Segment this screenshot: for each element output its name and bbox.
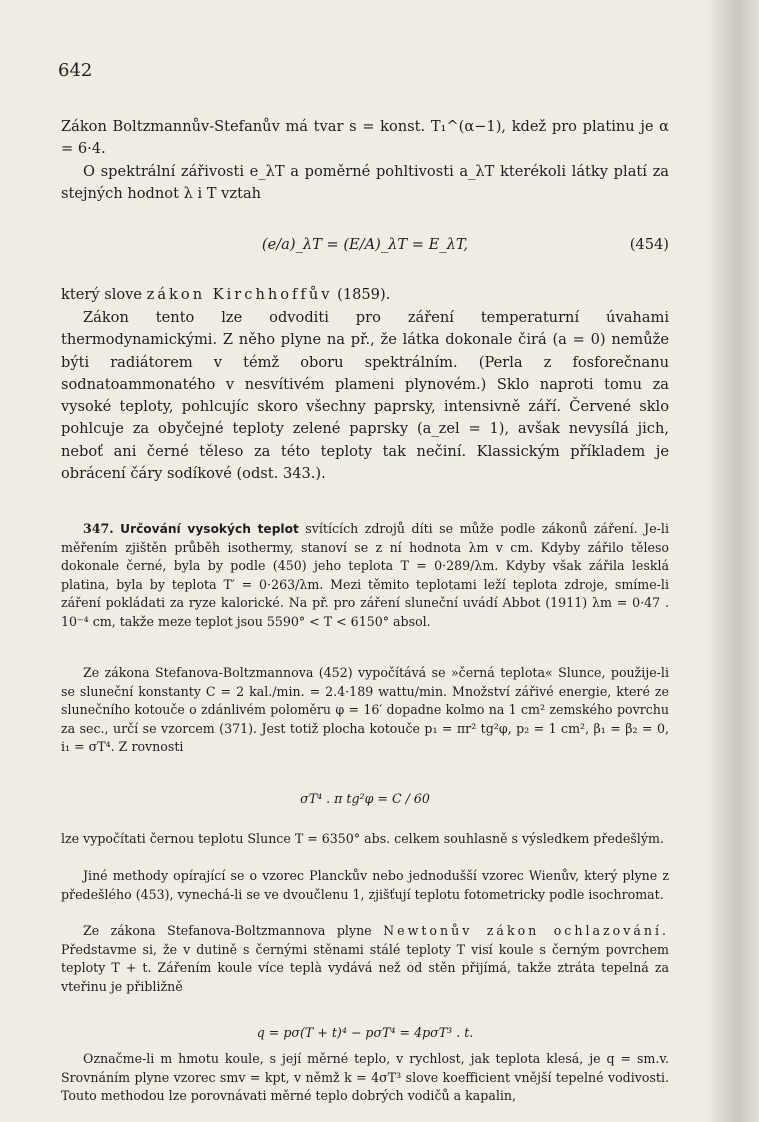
kirchhoff-prefix: který slove — [61, 286, 143, 303]
section-number: 347. — [83, 521, 114, 536]
section-body: svítících zdrojů díti se může podle zákonů záření. Je-li měřením zjištěn průběh isothermy, stanoví se z ní hodnota λm v cm. Kdyby zářilo těleso dokonale černé, byla by podle (450) jeho teplota T = 0·289/λm. Kdyby však zářila lesklá platina, byla by teplota T′ = 0·263/λm. Mezi těmito teplotami leží teplota zdroje, smíme-li záření pokládati za ryze kalorické. Na př. pro záření sluneční uvádí Abbot (1911) λm = 0·47 . 10⁻⁴ cm, takže meze teplot jsou 5590° < T < 6150° absol. — [61, 521, 669, 629]
final-paragraph: Označme-li m hmotu koule, s její měrné teplo, v rychlost, jak teplota klesá, je q = sm.v. Srovnáním plyne vzorec smv = kpt, v němž k = 4σT³ slove koefficient vnější tepelné vodivosti. Touto methodou lze porovnávati měrné teplo dobrých vodičů a kapalin, — [61, 1051, 669, 1104]
equation-newton: q = pσ(T + t)⁴ − pσT⁴ = 4pσT³ . t. — [256, 1025, 474, 1040]
section-title: Určování vysokých teplot — [120, 522, 299, 536]
newton-law: Newtonův zákon ochlazování. — [383, 923, 669, 938]
thermodynamics-paragraph: Zákon tento lze odvoditi pro záření temperaturní úvahami thermodynamickými. Z něho plyne na př., že látka dokonale čirá (a = 0) nemůže býti radiátorem v témž oboru spektrálním. (Perla z fosforečnanu sodnatoammonatého v nesvítivém plameni plynovém.) Sklo naproti tomu za vysoké teploty, pohlcujíc skoro všechny paprsky, intensivně září. Červené sklo pohlcuje za obyčejné teploty zelené paprsky (a_zel = 1), avšak nevysílá jich, neboť ani černé těleso za této teploty tak nečiní. Klassickým příkladem je obrácení čáry sodíkové (odst. 343.). — [61, 309, 669, 483]
intro-line-2: O spektrální zářivosti e_λT a poměrné pohltivosti a_λT kterékoli látky platí za stejných hodnot λ i T vztah — [61, 163, 669, 203]
stefan-paragraph: Ze zákona Stefanova-Boltzmannova (452) vypočítává se »černá teplota« Slunce, použije-li se sluneční konstanty C = 2 kal./min. = 2.4·189 wattu/min. Množství zářivé energie, které ze slunečního kotouče o zdánlivém poloměru φ = 16′ dopadne kolmo na 1 cm² zemského povrchu za sec., určí se vzorcem (371). Jest totiž plocha kotouče p₁ = πr² tg²φ, p₂ = 1 cm², β₁ = β₂ = 0, i₁ = σT⁴. Z rovnosti — [61, 665, 669, 755]
section-347-paragraph — [61, 520, 669, 632]
intro-line-1: Zákon Boltzmannův-Stefanův má tvar s = konst. T₁^(α−1), kdež pro platinu je α = 6·4. — [61, 118, 669, 158]
kirchhoff-year: (1859). — [337, 286, 391, 303]
equation-454-number: (454) — [629, 236, 669, 253]
newton-paragraph — [61, 922, 669, 996]
equation-454 — [61, 234, 669, 256]
equation-454-body: (e/a)_λT = (E/A)_λT = E_λT, — [261, 236, 469, 253]
other-methods-paragraph: Jiné methody opírající se o vzorec Planckův nebo jednodušší vzorec Wienův, který plyne z předešlého (453), vynechá-li se ve dvoučlenu 1, zjišťují teplotu fotometricky podle isochromat. — [61, 868, 669, 902]
newton-body: Představme si, že v dutině s černými stěnami stálé teploty T visí koule s černým povrchem teploty T + t. Zářením koule více teplà vydává než od stěn přijímá, takže ztráta tepelná za vteřinu je přibližně — [61, 941, 669, 994]
kirchhoff-law: zákon Kirchhoffův — [146, 286, 333, 303]
page-number: 642 — [58, 60, 93, 81]
kirchhoff-line — [61, 284, 669, 306]
page-edge-shadow — [707, 0, 759, 1122]
equation-sun: σT⁴ . π tg²φ = C / 60 — [300, 791, 430, 806]
result-paragraph: lze vypočítati černou teplotu Slunce T = 6350° abs. celkem souhlasně s výsledkem předešlým. — [61, 831, 664, 846]
newton-prefix: Ze zákona Stefanova-Boltzmannova plyne — [83, 923, 372, 938]
